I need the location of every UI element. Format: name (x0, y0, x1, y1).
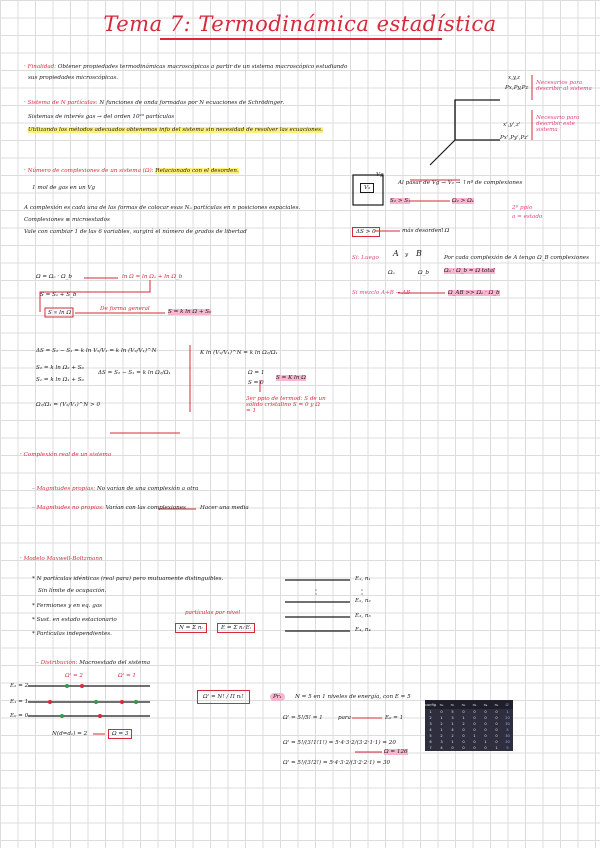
level-label-3: E₃, n₃ (355, 613, 371, 619)
mag-propias: – Magnitudes propias: No varían de una complexión a otra (32, 486, 199, 492)
mb-b1b: Sin límite de ocupación. (38, 588, 107, 594)
vars-xyz: x,y,z (508, 75, 521, 81)
page-title: Tema 7: Termodinámica estadística (103, 12, 497, 36)
side-note-ppio: 2ª ppio (512, 205, 533, 211)
eq-omega: Ω = Ωₐ · Ω_b (36, 274, 72, 280)
side-note-1: Necesarios para describir al sistema (536, 80, 592, 93)
side-note-estado: a = estado (512, 214, 543, 220)
branch-line-mid (455, 100, 500, 140)
y-conj: y (405, 252, 409, 258)
ellipsis-dot (315, 589, 317, 591)
particle-dot (60, 714, 64, 718)
s-k-ln-omega: S = K ln Ω (276, 375, 306, 381)
complexiones-line4: Vale con cambiar 1 de las 6 variables, surgirá el número de grados de libertad (24, 229, 247, 235)
calc-1-para: para (338, 715, 351, 721)
side-note-2: Necesario para describir este sistema (536, 115, 580, 134)
eq-general-label: De forma general (100, 306, 150, 312)
omega-b: Ω_b (418, 270, 430, 276)
complexiones-line: · Número de complexiones de un sistema (Ω): Relacionado con el desorden. (24, 168, 239, 174)
eq-boltzmann: S = k ln Ω + S₀ (168, 309, 212, 315)
omega-a: Ωₐ (388, 270, 395, 276)
branch-line-top (430, 100, 500, 165)
sum-e: E = Σ nᵢ·Eᵢ (217, 623, 255, 633)
complexiones-line2: A complexión es cada una de las formas de colocar esas Nₐ partículas en n posiciones espaciales. (24, 205, 301, 211)
calc-1: Ω' = 5!/5! = 1 (283, 715, 323, 721)
level-label-1: E₁, n₁ (355, 576, 371, 582)
vars-xyz2: x',y',z' (503, 122, 521, 128)
energy-e2: E₂ = 2 (10, 683, 29, 689)
particle-dot (65, 684, 69, 688)
si-mezclo: Si mezclo A+B → AB (352, 290, 411, 296)
complexiones-line3: Complexiones ≡ microestados (24, 217, 110, 223)
omega-product: Ωₐ · Ω_b = Ω total (444, 268, 495, 274)
level-label-2: E₂, n₂ (355, 598, 371, 604)
hacer-media: Hacer una media (200, 505, 249, 511)
table-row: 5 2 2 0 1 0 0 30 (425, 733, 513, 739)
table-row: 4 1 4 0 0 0 0 5 (425, 727, 513, 733)
distribucion-line: – Distribución: Macroestado del sistema (36, 660, 151, 666)
sistema-line2: Sistemas de interés gas → del orden 10²³ partículas (28, 114, 175, 120)
eq-ln-omega: ln Ω = ln Ωₐ + ln Ω_b (122, 274, 183, 280)
config-table (425, 700, 513, 751)
particles-per-level: partículas por nivel (185, 610, 241, 616)
omega-mix: Ω_AB >> Ωₐ · Ω_b (448, 290, 500, 296)
complexion-real-line: · Complexión real de un sistema (20, 452, 112, 458)
ds-more-disorder: más desorden (402, 228, 442, 234)
deriv-s2: S₂ = k ln Ω₂ + S₀ (36, 365, 84, 371)
volume-label: Vg (376, 172, 384, 178)
omega-prime-1: Ω' = 1 (118, 673, 136, 679)
finalidad-line2: sus propiedades microscópicas. (28, 75, 119, 81)
sum-n: N = Σ nᵢ (175, 623, 207, 633)
ellipsis-dot (315, 593, 317, 595)
omega-one: Ω = 1 (248, 370, 265, 376)
deriv-2: ΔS = S₂ − S₁ = k ln Ω₂/Ω₁ (98, 370, 171, 376)
particle-dot (48, 700, 52, 704)
entropy-ineq: S₂ > S₁ (390, 198, 411, 204)
mb-b3: * Sust. en estado estacionario (32, 617, 117, 623)
mag-no-propias: – Magnitudes no propias: Varían con las complexiones (32, 505, 186, 511)
ellipsis-dot (361, 593, 363, 595)
level-label-4: E₄, n₄ (355, 627, 371, 633)
calc-2: Ω' = 5!/(3!1!1!) = 5·4·3·2/(3·2·1·1) = 20 (283, 740, 396, 746)
particle-dot (134, 700, 138, 704)
energy-e1: E₁ = 1 (10, 699, 29, 705)
volume-text: Al pasar de Vg → V₂ → ↑nº de complexiones (398, 180, 523, 186)
mb-formula: Ω' = N! / Π nᵢ! (197, 690, 250, 704)
energy-e0: E₀ = 0 (10, 713, 29, 719)
table-row: 2 1 3 1 0 0 0 20 (425, 715, 513, 721)
si-luego: Si: Luego (352, 255, 379, 261)
omega-prime-2: Ω' = 2 (65, 673, 83, 679)
table-row: 1 0 5 0 0 0 0 1 (425, 709, 513, 715)
problem-badge: Pr₁ (270, 693, 285, 701)
mb-line: · Modelo Maxwell-Boltzmann (20, 556, 103, 562)
deriv-4: K ln (V₂/V₁)^N = k ln Ω₂/Ω₁ (200, 350, 278, 356)
deriv-s1: S₁ = k ln Ω₁ + S₀ (36, 377, 84, 383)
mb-b4: * Partículas independientes. (32, 631, 112, 637)
calc-1-result: E₀ = 1 (385, 715, 404, 721)
eq-s-prop: S ∝ ln Ω (48, 310, 71, 316)
third-law: 3er ppio de termod: S de un sólido cristalino S = 0 y Ω = 1 (246, 396, 326, 415)
vars-p2: Px',Py',Pz' (500, 135, 529, 141)
particle-dot (94, 700, 98, 704)
complexiones-line1: 1 mol de gas en un Vg (32, 185, 96, 191)
mb-b2: * Fermiones y en eq. gas (32, 603, 103, 609)
sistema-line3-highlight: Utilizando los métodos adecuados obtenemos info del sistema sin necesidad de resolver las ecuaciones. (28, 127, 323, 133)
particle-dot (80, 684, 84, 688)
vars-p: Px,Py,Pz (505, 85, 529, 91)
mb-b1: * N partículas idénticas (real para) pero mutuamente distinguibles. (32, 576, 224, 582)
table-row: 3 2 1 2 0 0 0 30 (425, 721, 513, 727)
por-cada-text: Por cada complexión de A tengo Ω_B complexiones (444, 255, 589, 261)
omega-126: Ω = 126 (384, 749, 408, 755)
sistema-line: · Sistema de N partículas: N funciones de onda formadas por N ecuaciones de Schrödinger. (24, 100, 285, 106)
table-row: 7 4 0 0 0 0 1 5 (425, 745, 513, 751)
ds-omega-up: ↑Ω (440, 228, 450, 234)
finalidad-line: · Finalidad: Obtener propiedades termodinámicas macroscópicas a partir de un sistema macroscópico estudiando (24, 64, 348, 70)
dist-condition: N(d=d₁) = 2 (52, 731, 88, 737)
eq-entropy: S = Sₐ + S_b (40, 292, 77, 298)
table-header-row: config n₀ n₁ n₂ n₃ n₄ n₅ Ω' (425, 700, 513, 709)
deriv-1: ΔS = S₂ − S₁ = k ln V₂/V₁ = k ln (V₂/V₁)^N (36, 348, 157, 354)
deriv-3: Ω₂/Ω₁ = (V₂/V₁)^N > 0 (36, 402, 101, 408)
ellipsis-dot (361, 589, 363, 591)
volume-box: V₂ (360, 183, 374, 193)
calc-3: Ω' = 5!/(3!2!) = 5·4·3·2/(3·2·2·1) = 30 (283, 760, 391, 766)
omega-ineq: Ω₂ > Ω₁ (452, 198, 475, 204)
omega-total-3: Ω = 3 (108, 729, 132, 739)
particle-dot (98, 714, 102, 718)
problem-text: N = 5 en 1 niveles de energía, con E = 5 (295, 694, 411, 700)
s-zero: S = 0 (248, 380, 264, 386)
system-b: B (416, 249, 422, 258)
table-row: 6 3 1 0 0 1 0 20 (425, 739, 513, 745)
system-a: A (393, 249, 399, 258)
ds-positive: ΔS > 0 (352, 227, 380, 237)
particle-dot (120, 700, 124, 704)
